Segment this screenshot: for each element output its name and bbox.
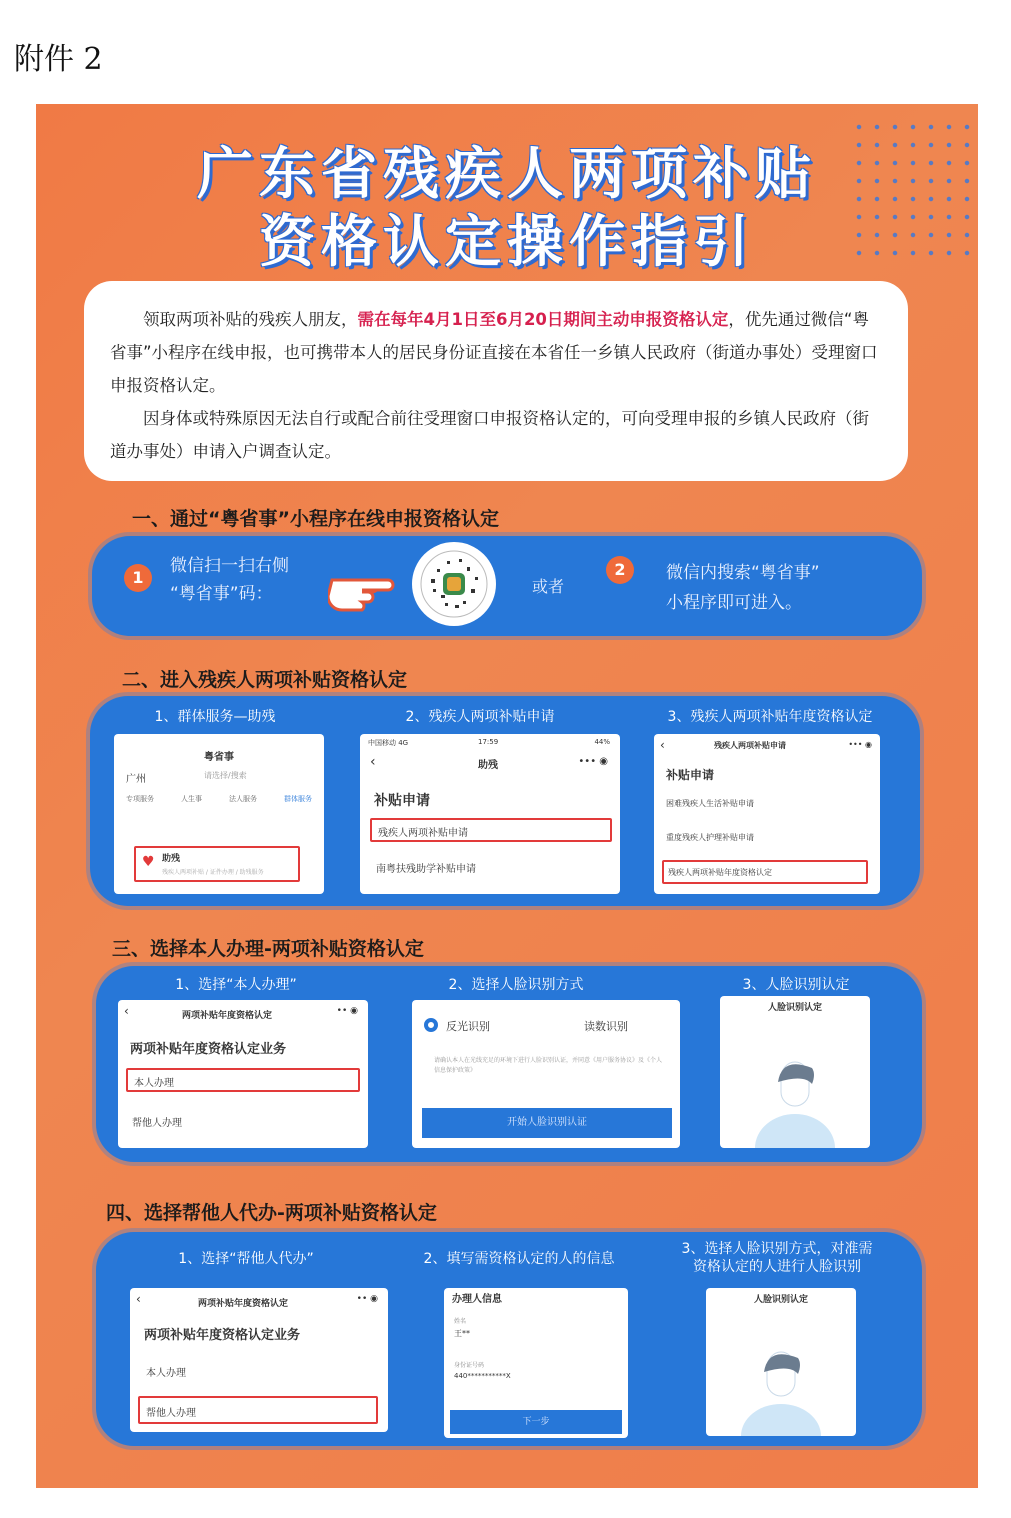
or-label: 或者: [532, 577, 565, 596]
help-disabled-entry[interactable]: ♥ 助残 残疾人两项补贴 / 证件办理 / 助残服务: [134, 846, 300, 882]
start-face-recognition-button[interactable]: 开始人脸识别认证: [422, 1108, 672, 1138]
annual-qualification-item[interactable]: 残疾人两项补贴年度资格认定: [662, 860, 868, 884]
screen-face-recognition: 人脸识别认定: [720, 996, 870, 1148]
heart-icon: ♥: [142, 854, 155, 870]
living-subsidy-item[interactable]: 困难残疾人生活补贴申请: [666, 799, 754, 808]
section4-step3: 3、选择人脸识别方式，对准需 资格认定的人进行人脸识别: [681, 1241, 873, 1275]
read-number-recognition-option[interactable]: 读数识别: [584, 1020, 628, 1033]
more-icon[interactable]: •• ◉: [336, 1006, 358, 1016]
poster-title-line1: 广东省残疾人两项补贴: [197, 142, 817, 207]
section2-step1: 1、群体服务—助残: [154, 709, 276, 725]
apply-for-others-option[interactable]: 帮他人办理: [138, 1396, 378, 1424]
screen-yueshengshi-home: 粤省事 广州 请选择/搜索 专项服务 人生事 法人服务 群体服务 ♥ 助残 残疾人两项补贴 / 证件办理 / 助残服务: [114, 734, 324, 894]
step-badge-2: 2: [606, 556, 634, 584]
section4-step1: 1、选择“帮他人代办”: [178, 1251, 314, 1267]
more-icon[interactable]: ••• ◉: [578, 756, 608, 767]
pointing-hand-icon: [328, 558, 396, 612]
intro-paragraph-1: 领取两项补贴的残疾人朋友，需在每年4月1日至6月20日期间主动申报资格认定，优先通过微信“粤省事”小程序在线申报，也可携带本人的居民身份证直接在本省任一乡镇人民政府（街道办事处）受理窗口申报资格认定。: [110, 310, 878, 395]
section4-step2: 2、填写需资格认定的人的信息: [423, 1251, 615, 1267]
screen-face-method: 反光识别 读数识别 请确认本人在光线充足的环境下进行人脸识别认证，并同意《用户服务协议》及《个人信息保护政策》 开始人脸识别认证: [412, 1000, 680, 1148]
screen-subsidy-application: 中国移动 4G 17:59 44% ‹ 助残 ••• ◉ 补贴申请 残疾人两项补贴申请 南粤扶残助学补贴申请: [360, 734, 620, 894]
section2-step2: 2、残疾人两项补贴申请: [405, 709, 555, 725]
section4-panel: [96, 1232, 922, 1446]
home-tabs: 专项服务 人生事 法人服务 群体服务: [126, 795, 312, 803]
screen-subsidy-options: ‹ 残疾人两项补贴申请 ••• ◉ 补贴申请 困难残疾人生活补贴申请 重度残疾人护理补贴申请 残疾人两项补贴年度资格认定: [654, 734, 880, 894]
disabled-subsidy-application-item[interactable]: 残疾人两项补贴申请: [370, 818, 612, 842]
mini-program-code[interactable]: [412, 542, 496, 626]
deadline-highlight: 需在每年4月1日至6月20日期间主动申报资格认定: [357, 310, 729, 329]
more-icon[interactable]: •• ◉: [356, 1294, 378, 1304]
reflect-recognition-option[interactable]: 反光识别: [446, 1020, 490, 1033]
self-apply-option[interactable]: 本人办理: [126, 1068, 360, 1092]
section2-panel: [90, 696, 920, 906]
self-apply-option[interactable]: 本人办理: [146, 1368, 186, 1379]
face-avatar-icon: [745, 1050, 845, 1148]
attachment-label: 附件 2: [14, 42, 103, 77]
id-number-field[interactable]: 440***********X: [454, 1372, 511, 1380]
nursing-subsidy-item[interactable]: 重度残疾人护理补贴申请: [666, 833, 754, 842]
section2-title: 二、进入残疾人两项补贴资格认定: [122, 669, 408, 691]
name-field[interactable]: 王**: [454, 1329, 470, 1338]
poster-title-line2: 资格认定操作指引: [259, 210, 755, 275]
section3-title: 三、选择本人办理-两项补贴资格认定: [112, 938, 424, 960]
next-step-button[interactable]: 下一步: [450, 1410, 622, 1434]
step-badge-1: 1: [124, 564, 152, 592]
back-icon[interactable]: ‹: [370, 754, 376, 770]
scan-instruction: 微信扫一扫右侧 “粤省事”码：: [170, 556, 289, 604]
qr-code-icon: [419, 549, 489, 619]
more-icon[interactable]: ••• ◉: [848, 740, 872, 749]
screen-face-recognition-others: 人脸识别认定: [706, 1288, 856, 1436]
radio-selected-icon[interactable]: [424, 1018, 438, 1032]
section3-panel: [96, 966, 922, 1162]
guide-poster: [36, 104, 978, 1488]
back-icon[interactable]: ‹: [136, 1292, 141, 1306]
face-avatar-icon: [731, 1340, 831, 1436]
section3-step3: 3、人脸识别认定: [742, 977, 850, 993]
section4-title: 四、选择帮他人代办-两项补贴资格认定: [106, 1202, 437, 1224]
section3-step1: 1、选择“本人办理”: [175, 977, 297, 993]
education-subsidy-item[interactable]: 南粤扶残助学补贴申请: [376, 864, 476, 875]
screen-applicant-info: 办理人信息 姓名 王** 身份证号码 440***********X 下一步: [444, 1288, 628, 1438]
back-icon[interactable]: ‹: [124, 1004, 129, 1018]
section1-title: 一、通过“粤省事”小程序在线申报资格认定: [132, 508, 499, 530]
section2-step3: 3、残疾人两项补贴年度资格认定: [667, 709, 873, 725]
screen-help-others: ‹ 两项补贴年度资格认定 •• ◉ 两项补贴年度资格认定业务 本人办理 帮他人办理: [130, 1288, 388, 1432]
section1-panel: [92, 536, 922, 636]
intro-paragraph-2: 因身体或特殊原因无法自行或配合前往受理窗口申报资格认定的，可向受理申报的乡镇人民政府（街道办事处）申请入户调查认定。: [110, 409, 869, 461]
search-instruction: 微信内搜索“粤省事” 小程序即可进入。: [666, 563, 820, 613]
apply-for-others-option[interactable]: 帮他人办理: [132, 1118, 182, 1129]
intro-box: [84, 281, 908, 481]
back-icon[interactable]: ‹: [660, 738, 665, 752]
screen-self-apply: ‹ 两项补贴年度资格认定 •• ◉ 两项补贴年度资格认定业务 本人办理 帮他人办理: [118, 1000, 368, 1148]
section3-step2: 2、选择人脸识别方式: [448, 977, 584, 993]
